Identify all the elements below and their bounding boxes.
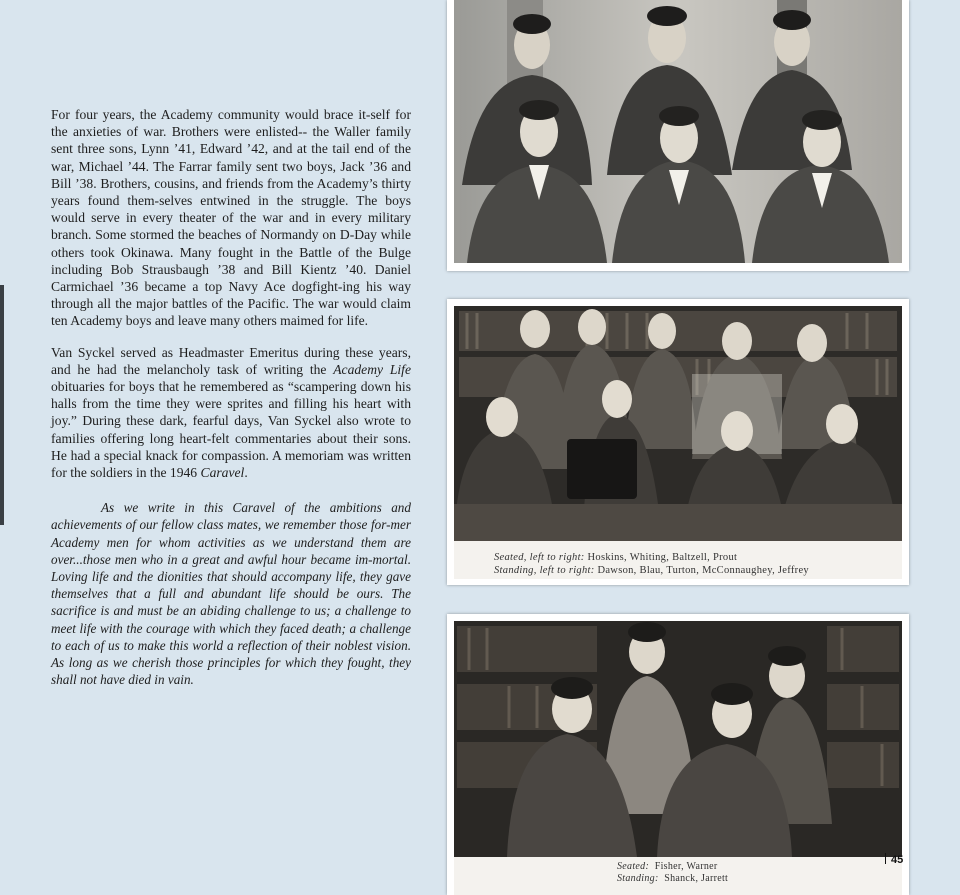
caption3-standing-names: Shanck, Jarrett xyxy=(664,873,729,884)
photo-four-students xyxy=(447,614,909,895)
article-paragraph-1: For four years, the Academy community would brace it-self for the anxieties of war. Brothers were enlisted-- the Waller family sent three sons, Lynn ’41, Edward ’42, and at the tail end of the war, Michael ’44. The Farrar family sent two boys, Jack ’36 and Bill ’38. Brothers, cousins, and friends from the Academy’s thirty years found them-selves entwined in the struggle. The boys would serve in every theater of the war and in every military branch. Some stormed the beaches of Normandy on D-Day while others took Okinawa. Many fought in the Battle of the Bulge including Bob Strausbaugh ’38 and Bill Kientz ’40. Daniel Carmichael ’36 became a top Navy Ace dogfight-ing his way through all the major battles of the Pacific. The war would claim ten Academy boys and leave many others maimed for life. xyxy=(51,107,411,329)
caption-seated-row xyxy=(494,551,809,564)
photo-library-group xyxy=(447,299,909,585)
paragraph-2-end: . xyxy=(244,465,248,481)
page-number-value: 45 xyxy=(891,854,904,866)
caravel-title: Caravel xyxy=(200,465,245,481)
caption3-standing-row xyxy=(617,873,728,885)
caption-seated-label: Seated, left to right: xyxy=(494,552,585,563)
photo-group-portrait xyxy=(447,0,909,271)
page-edge-bar xyxy=(0,285,4,525)
four-students-caption xyxy=(617,861,728,885)
caption-standing-label: Standing, left to right: xyxy=(494,565,595,576)
caption-standing-row xyxy=(494,564,809,577)
library-group-image xyxy=(447,299,909,585)
page-number xyxy=(885,853,903,866)
four-students-image xyxy=(447,614,909,895)
library-photo-caption xyxy=(494,551,809,577)
group-portrait-image xyxy=(447,0,909,271)
paragraph-2-text: Van Syckel served as Headmaster Emeritus during these years, and he had the melancholy task of writing the xyxy=(51,344,411,377)
memoriam-quote: As we write in this Caravel of the ambitions and achievements of our fellow class mates, we remember those for-mer Academy men for whom activities as we understand them are over...those men who in a great and awful hour became im-mortal. Loving life and the dionities that should accompany life, they gave themselves that a full and abundant life should be ours. The sacrifice is and must be an abiding challenge to us; a challenge to meet life with the courage with which they faced death; a challenge to each of us to make this world a reflection of their noblest vision. As long as we cherish those principles for which they fought, they shall not have died in vain. xyxy=(51,500,411,688)
caption-seated-names: Hoskins, Whiting, Baltzell, Prout xyxy=(587,552,738,563)
caption3-seated-label: Seated: xyxy=(617,861,650,872)
article-text xyxy=(51,106,411,703)
caption3-seated-row xyxy=(617,861,728,873)
academy-life-title: Academy Life xyxy=(333,361,411,377)
caption-standing-names: Dawson, Blau, Turton, McConnaughey, Jeffrey xyxy=(597,565,809,576)
caption3-standing-label: Standing: xyxy=(617,873,659,884)
page-number-divider xyxy=(885,853,886,864)
paragraph-2-text-cont: obituaries for boys that he remembered as “scampering down his halls from the time they were sprites and filling his heart with joy.” During these dark, fearful days, Van Syckel also wrote to families offering long heart-felt commentaries about their sons. He had a special knack for compassion. A memoriam was written for the soldiers in the 1946 xyxy=(51,379,411,481)
caption3-seated-names: Fisher, Warner xyxy=(654,861,718,872)
article-paragraph-2 xyxy=(51,344,411,482)
